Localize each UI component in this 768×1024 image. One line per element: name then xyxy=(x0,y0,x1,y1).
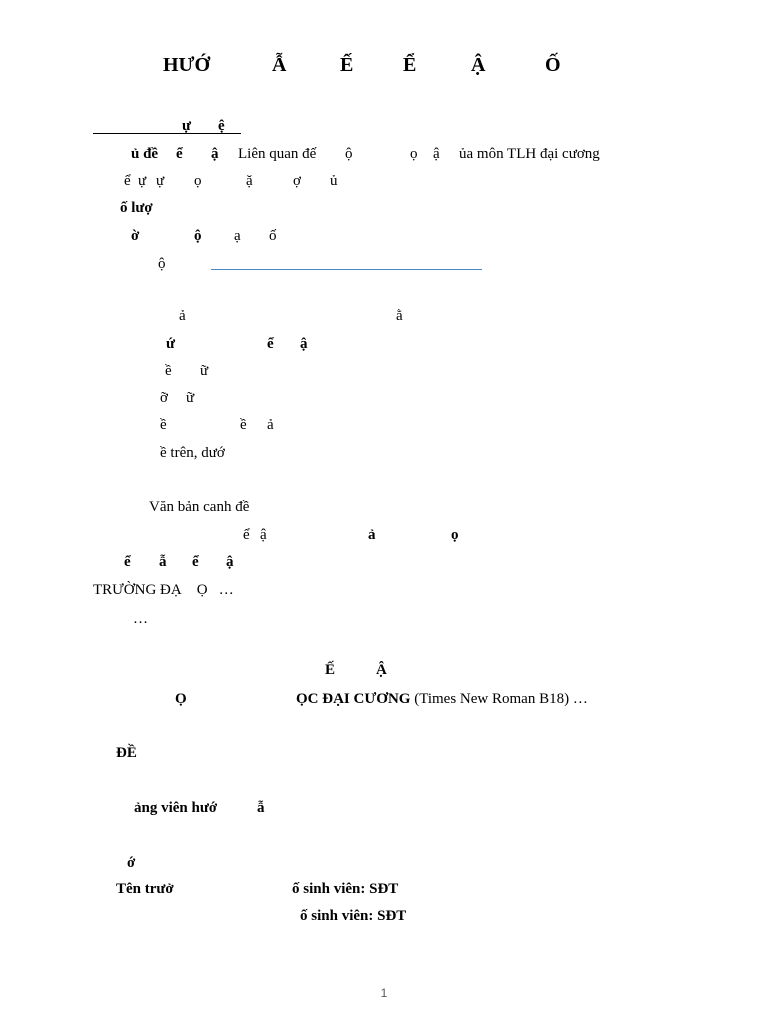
line-fragment: ằ xyxy=(396,308,403,324)
line-fragment: ể xyxy=(267,336,274,352)
line-fragment: ố xyxy=(269,228,277,244)
line-fragment: ậ xyxy=(433,146,440,162)
line-fragment: ứ xyxy=(166,336,176,352)
line-fragment: ậ xyxy=(226,554,234,570)
line-fragment: ọ xyxy=(194,173,202,189)
line-fragment: ả xyxy=(368,527,376,543)
line-fragment: ặ xyxy=(246,173,253,189)
line-fragment: ể xyxy=(176,146,183,162)
subject-bold: ỌC ĐẠI CƯƠNG xyxy=(296,691,411,707)
line-fragment: ẫ xyxy=(159,554,167,570)
ellipsis-line: … xyxy=(133,611,148,627)
title-fragment: Ậ xyxy=(471,54,486,76)
line-fragment: ể xyxy=(124,173,131,189)
line-text: ố lượ xyxy=(120,200,153,216)
line-text: ề trên, dướ xyxy=(160,445,225,461)
line-fragment: ả xyxy=(179,308,186,324)
line-fragment: ậ xyxy=(300,336,308,352)
student-label: ố sinh viên: SĐT xyxy=(300,908,407,924)
section1-heading-fragment: ệ xyxy=(218,118,225,134)
line-fragment: ờ xyxy=(131,228,140,244)
line-fragment: ọ xyxy=(451,527,459,543)
section1-heading-fragment: ự xyxy=(182,118,192,134)
line-text: Văn bản canh đề xyxy=(149,499,250,515)
lecturer-fragment: ẫ xyxy=(257,800,265,816)
section1-underline xyxy=(93,133,241,134)
line-fragment: ậ xyxy=(260,527,267,543)
line-fragment: ộ xyxy=(158,256,166,272)
line-fragment: ậ xyxy=(211,146,219,162)
subject-fragment: Ọ xyxy=(175,691,187,707)
line-fragment: ể xyxy=(243,527,250,543)
cover-heading-fragment: Ế xyxy=(325,662,336,678)
line-fragment: ề xyxy=(165,363,172,379)
line-fragment: ể xyxy=(124,554,131,570)
title-fragment: Ế xyxy=(340,54,354,76)
line-fragment: ộ xyxy=(194,228,202,244)
line-fragment: ạ xyxy=(234,228,241,244)
line-fragment: ủ đề xyxy=(131,146,159,162)
topic-label: ĐỀ xyxy=(116,745,137,761)
line-fragment: Liên quan đế xyxy=(238,146,317,162)
line-fragment: ự xyxy=(156,173,165,189)
line-fragment: ể xyxy=(192,554,199,570)
line-fragment: ỡ xyxy=(160,390,168,406)
title-fragment: Ố xyxy=(545,54,561,76)
line-fragment: ọ xyxy=(410,146,418,162)
line-fragment: ủ xyxy=(330,173,338,189)
subject-line xyxy=(296,692,588,707)
line-fragment: ủa môn TLH đại cương xyxy=(459,146,600,162)
line-fragment: ề xyxy=(240,417,247,433)
link-underline xyxy=(211,269,482,270)
class-fragment: ớ xyxy=(127,855,136,871)
title-fragment: Ẫ xyxy=(272,54,287,76)
title-fragment: HƯỚ xyxy=(163,54,211,76)
line-fragment: ự xyxy=(138,173,147,189)
line-fragment: ợ xyxy=(293,173,301,189)
leader-label: Tên trưở xyxy=(116,881,174,897)
lecturer-label: ảng viên hướ xyxy=(134,800,218,816)
line-fragment: ữ xyxy=(200,363,209,379)
line-fragment: ữ xyxy=(186,390,195,406)
title-fragment: Ể xyxy=(403,54,417,76)
cover-heading-fragment: Ậ xyxy=(376,662,387,678)
line-fragment: ề xyxy=(160,417,167,433)
subject-rest: (Times New Roman B18) … xyxy=(410,691,588,707)
page-number: 1 xyxy=(380,986,388,1000)
line-fragment: ộ xyxy=(345,146,353,162)
student-label: ố sinh viên: SĐT xyxy=(292,881,399,897)
line-fragment: ả xyxy=(267,417,274,433)
school-name-line: TRƯỜNG ĐẠ Ọ … xyxy=(93,582,234,598)
